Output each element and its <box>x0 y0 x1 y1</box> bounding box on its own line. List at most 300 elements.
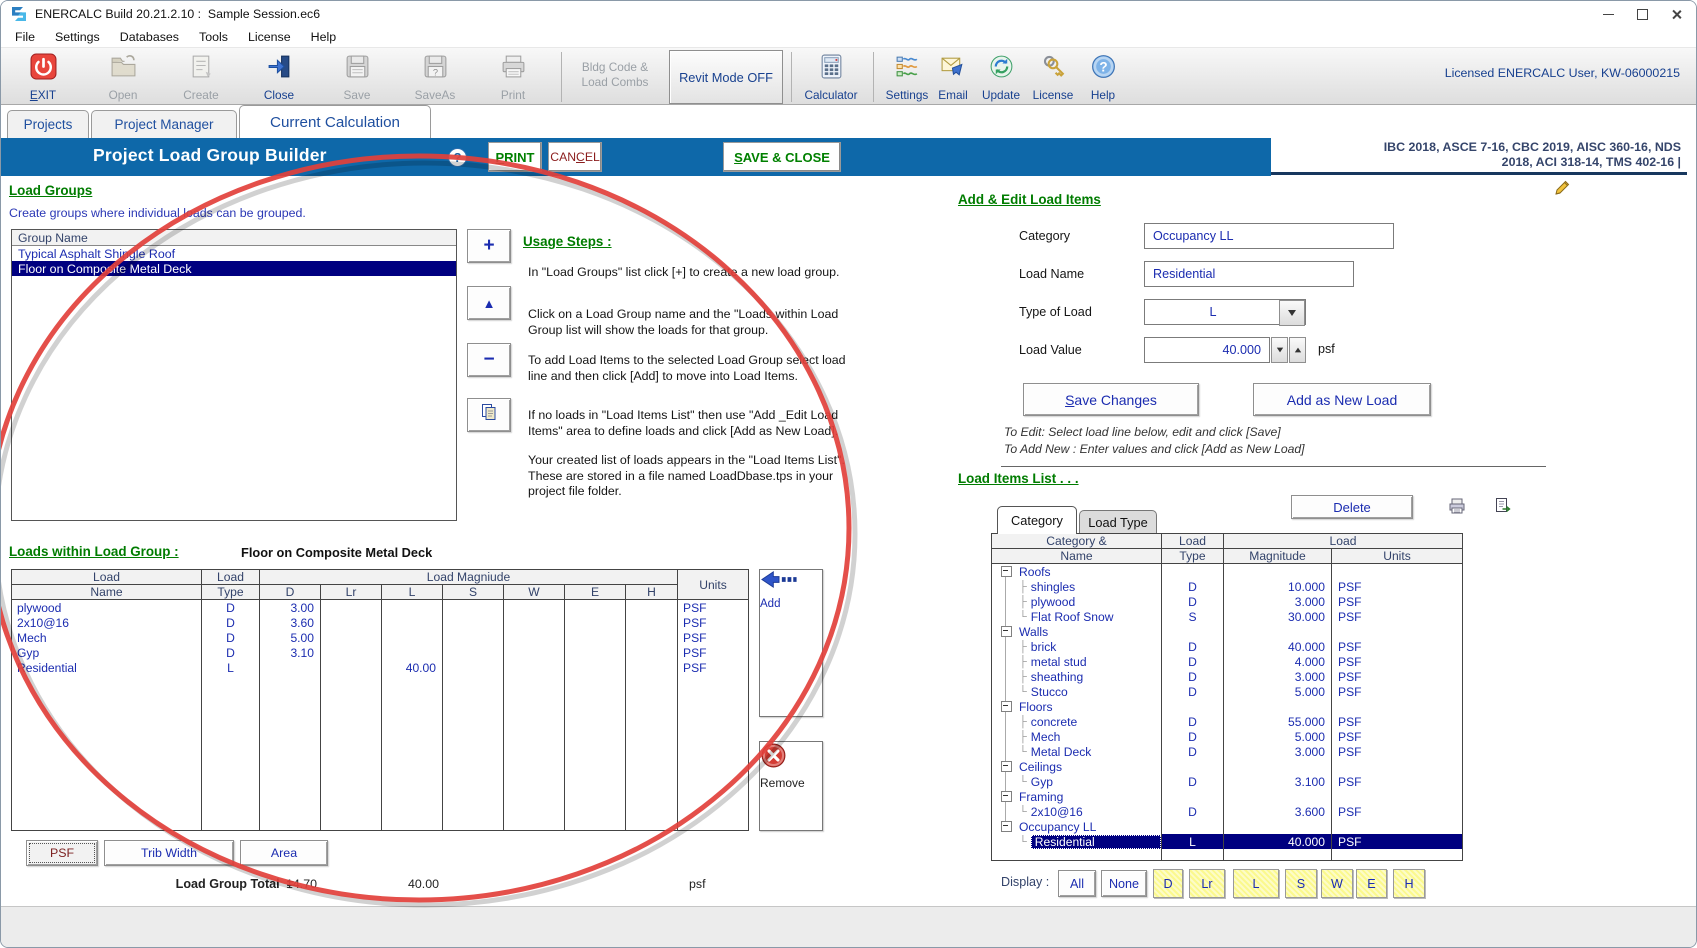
tree-item-units[interactable]: PSF <box>1338 804 1362 819</box>
remove-load-button[interactable] <box>759 741 823 831</box>
load-row-value-h[interactable] <box>626 615 678 630</box>
tree-filler <box>1332 624 1462 639</box>
print-button[interactable]: P RINT <box>488 142 542 172</box>
load-row-type[interactable]: D <box>202 645 260 660</box>
column-header-w: W <box>504 585 565 600</box>
collapse-icon[interactable] <box>1001 761 1012 772</box>
save-close-button[interactable]: S AVE & CLOSE <box>723 142 841 172</box>
unit-button-trib-width[interactable]: Trib Width <box>104 840 234 866</box>
print-list-icon[interactable] <box>1448 497 1466 515</box>
load-row-value-s[interactable] <box>443 615 504 630</box>
load-row-value-d[interactable]: 3.10 <box>260 645 321 660</box>
load-row-value-lr[interactable] <box>321 600 382 615</box>
unit-button-area[interactable]: Area <box>240 840 328 866</box>
tree-item-name[interactable] <box>992 669 1162 684</box>
type-of-load-select[interactable] <box>1144 299 1306 325</box>
tree-category-row[interactable] <box>992 819 1162 834</box>
tree-filler <box>1224 564 1332 579</box>
tree-filler <box>1224 759 1332 774</box>
printer-icon <box>500 53 527 80</box>
help-toolbar-button[interactable] <box>1070 51 1136 103</box>
tree-item-units[interactable]: PSF <box>1338 654 1362 669</box>
copy-group-button[interactable] <box>467 398 511 432</box>
tree-item-name[interactable] <box>992 654 1162 669</box>
load-row-name[interactable]: Mech <box>12 630 202 645</box>
tree-item-units[interactable]: PSF <box>1332 834 1462 849</box>
enercalc-logo-icon <box>10 5 28 23</box>
load-row-value-d[interactable]: 3.60 <box>260 615 321 630</box>
load-row-value-h[interactable] <box>626 660 678 675</box>
tree-connector-icon: ├ <box>1019 670 1027 683</box>
menu-item-help[interactable]: Help <box>310 30 337 44</box>
column-header-l: L <box>382 585 443 600</box>
maximize-icon[interactable] <box>1627 5 1657 23</box>
remove-group-button[interactable]: − <box>467 343 511 377</box>
load-row-value-l[interactable] <box>382 600 443 615</box>
tree-category-label: Ceilings <box>1019 759 1063 774</box>
save-floppy-icon <box>344 53 371 80</box>
tree-item-units[interactable]: PSF <box>1338 684 1362 699</box>
create-toolbar-button <box>168 51 234 103</box>
toolbar <box>1 47 1696 105</box>
save-changes-button[interactable]: S ave Changes <box>1023 383 1199 416</box>
tree-filler <box>1332 564 1462 579</box>
load-row-value-e[interactable] <box>565 600 626 615</box>
load-row-value-d[interactable] <box>260 660 321 675</box>
tab-project-manager[interactable]: Project Manager <box>91 110 237 138</box>
tree-connector-icon: ├ <box>1019 730 1027 743</box>
calculator-icon <box>818 53 845 80</box>
display-button-w[interactable]: W <box>1321 869 1353 898</box>
add-group-button[interactable]: + <box>467 229 511 263</box>
tree-item-magnitude[interactable]: 10.000 <box>1224 579 1332 594</box>
load-row-value-l[interactable]: 40.00 <box>382 660 443 675</box>
type-of-load-value: L <box>1209 305 1217 319</box>
tree-connector-icon: └ <box>1019 775 1027 788</box>
load-group-row[interactable]: Floor on Composite Metal Deck <box>12 261 456 276</box>
load-row-value-lr[interactable] <box>321 645 382 660</box>
usage-paragraph: If no loads in "Load Items List" then use "Add _Edit Load Items" area to define loads and click [Add as New Load]. <box>528 408 839 438</box>
tree-connector-icon: └ <box>1019 745 1027 758</box>
tree-item-label: plywood <box>1030 594 1076 609</box>
tree-item-type[interactable]: D <box>1162 729 1224 744</box>
display-button-l[interactable]: L <box>1233 869 1279 898</box>
add-hint-text: To Add New : Enter values and click [Add as New Load] <box>1004 442 1305 456</box>
tree-column-header: Load <box>1162 534 1224 549</box>
unit-button-psf[interactable]: PSF <box>26 840 98 866</box>
display-label: Display : <box>1001 875 1050 889</box>
tree-category-label: Walls <box>1019 624 1049 639</box>
tree-item-type[interactable]: D <box>1162 654 1224 669</box>
menu-item-tools[interactable]: Tools <box>199 30 228 44</box>
tree-item-units[interactable]: PSF <box>1338 594 1362 609</box>
tree-item-type[interactable]: D <box>1162 669 1224 684</box>
load-value-label: Load Value <box>1019 343 1082 357</box>
load-items-tree-table <box>991 533 1463 861</box>
load-row-value-w[interactable] <box>504 630 565 645</box>
load-row-value-e[interactable] <box>565 630 626 645</box>
tree-filler <box>1332 849 1462 860</box>
display-button-h[interactable]: H <box>1393 869 1425 898</box>
tree-item-label: Flat Roof Snow <box>1030 609 1114 624</box>
tree-item-label: concrete <box>1030 714 1078 729</box>
display-button-s[interactable]: S <box>1285 869 1317 898</box>
tree-connector-icon: ├ <box>1019 715 1027 728</box>
tree-filler <box>1162 819 1224 834</box>
copy-icon <box>480 403 498 427</box>
tree-item-type[interactable]: S <box>1162 609 1224 624</box>
save-toolbar-button <box>324 51 390 103</box>
close-toolbar-button[interactable] <box>246 51 312 103</box>
tree-category-row[interactable] <box>992 789 1162 804</box>
dialog-header <box>1 138 1271 176</box>
tree-connector-icon: └ <box>1019 610 1027 623</box>
menu-item-file[interactable]: File <box>15 30 35 44</box>
footer-strip <box>1 906 1696 948</box>
toolbar-button-label: Help <box>1090 88 1116 102</box>
tree-connector-icon: └ <box>1019 685 1027 698</box>
tree-item-magnitude[interactable]: 5.000 <box>1224 684 1332 699</box>
tree-item-label: shingles <box>1030 579 1076 594</box>
export-list-icon[interactable] <box>1493 497 1511 515</box>
load-row-name[interactable]: plywood <box>12 600 202 615</box>
tree-column-header-load: Load <box>1224 534 1462 549</box>
tree-item-type[interactable]: D <box>1162 714 1224 729</box>
tree-item-units[interactable]: PSF <box>1338 669 1362 684</box>
tree-item-units[interactable]: PSF <box>1338 609 1362 624</box>
collapse-icon[interactable] <box>1001 791 1012 802</box>
table-filler <box>202 675 260 830</box>
tree-item-magnitude[interactable]: 3.000 <box>1224 669 1332 684</box>
remove-button-label: Remove <box>760 776 805 790</box>
edit-hint-text: To Edit: Select load line below, edit and click [Save] <box>1004 425 1281 439</box>
tree-connector-icon: ├ <box>1019 640 1027 653</box>
tree-item-name[interactable] <box>992 804 1162 819</box>
load-row-units[interactable]: PSF <box>683 645 707 660</box>
tree-item-type[interactable]: D <box>1162 684 1224 699</box>
divider <box>1001 466 1546 467</box>
column-header-units: Units <box>678 570 748 600</box>
tab-category[interactable]: Category <box>997 506 1077 534</box>
total-units: psf <box>689 877 706 891</box>
tree-item-type[interactable]: L <box>1162 834 1224 849</box>
tree-item-magnitude[interactable]: 55.000 <box>1224 714 1332 729</box>
load-row-value-l[interactable] <box>382 615 443 630</box>
column-header-s: S <box>443 585 504 600</box>
table-filler <box>321 675 382 830</box>
tab-load-type[interactable]: Load Type <box>1079 510 1157 534</box>
revit-mode-button[interactable]: Revit Mode OFF <box>669 50 783 104</box>
display-button-none[interactable]: None <box>1101 870 1147 897</box>
close-icon[interactable] <box>1661 5 1691 23</box>
add-as-new-load-button[interactable]: Add as New Load <box>1253 383 1431 416</box>
load-row-value-h[interactable] <box>626 630 678 645</box>
column-header: Load <box>202 570 260 585</box>
tree-item-name[interactable] <box>992 714 1162 729</box>
tree-filler <box>1162 789 1224 804</box>
tree-item-magnitude[interactable]: 40.000 <box>1224 639 1332 654</box>
tree-filler <box>1332 699 1462 714</box>
tree-column-header: Category & <box>992 534 1162 549</box>
load-row-value-s[interactable] <box>443 645 504 660</box>
collapse-icon[interactable] <box>1001 701 1012 712</box>
tree-filler <box>992 849 1162 860</box>
toolbar-button-label: Print <box>500 88 526 102</box>
tree-item-name[interactable] <box>992 609 1162 624</box>
collapse-icon[interactable] <box>1001 821 1012 832</box>
load-row-value-s[interactable] <box>443 660 504 675</box>
chevron-down-icon[interactable] <box>1279 300 1305 326</box>
load-row-value-w[interactable] <box>504 660 565 675</box>
collapse-icon[interactable] <box>1001 566 1012 577</box>
load-name-input[interactable] <box>1144 261 1354 287</box>
load-row-type[interactable]: L <box>202 660 260 675</box>
svg-text:?: ? <box>1098 59 1108 75</box>
load-row-value-lr[interactable] <box>321 660 382 675</box>
table-filler <box>565 675 626 830</box>
menu-bar <box>1 27 1696 47</box>
tree-filler <box>1224 849 1332 860</box>
load-row-value-w[interactable] <box>504 600 565 615</box>
load-row-units[interactable]: PSF <box>683 615 707 630</box>
tree-column-header: Name <box>992 549 1162 564</box>
calculator-toolbar-button[interactable] <box>798 51 864 103</box>
create-document-icon <box>188 53 215 80</box>
toolbar-separator <box>791 52 792 102</box>
tree-item-magnitude[interactable]: 3.100 <box>1224 774 1332 789</box>
tree-item-name[interactable] <box>992 594 1162 609</box>
menu-item-settings[interactable]: Settings <box>54 30 100 44</box>
load-value-input[interactable] <box>1144 337 1270 363</box>
tree-item-type[interactable]: D <box>1162 579 1224 594</box>
tree-category-row[interactable] <box>992 624 1162 639</box>
toolbar-button-label: Save <box>343 88 371 102</box>
tree-item-label: 2x10@16 <box>1030 804 1083 819</box>
close-door-icon <box>266 53 293 80</box>
tree-item-name[interactable] <box>992 729 1162 744</box>
tree-connector-icon: ├ <box>1019 595 1027 608</box>
load-row-value-e[interactable] <box>565 660 626 675</box>
load-row-value-d[interactable]: 3.00 <box>260 600 321 615</box>
tree-item-magnitude[interactable]: 3.600 <box>1224 804 1332 819</box>
load-row-value-e[interactable] <box>565 615 626 630</box>
load-items-list-heading: Load Items List . . . <box>958 471 1079 486</box>
print-toolbar-button <box>480 51 546 103</box>
tab-projects[interactable]: Projects <box>7 110 89 138</box>
loads-within-table <box>11 569 749 831</box>
move-group-up-button[interactable]: ▲ <box>467 286 511 320</box>
tree-item-label: Metal Deck <box>1030 744 1092 759</box>
tree-category-label: Occupancy LL <box>1019 819 1097 834</box>
saveas-floppy-icon <box>422 53 449 80</box>
load-row-name[interactable]: Gyp <box>12 645 202 660</box>
column-header: Name <box>12 585 202 600</box>
minimize-icon[interactable] <box>1593 5 1623 23</box>
display-button-e[interactable]: E <box>1356 869 1387 898</box>
tree-filler <box>1162 759 1224 774</box>
load-row-name[interactable]: Residential <box>12 660 202 675</box>
main-tab-strip <box>1 105 1696 138</box>
toolbar-separator <box>561 52 562 102</box>
email-envelope-icon <box>940 53 967 80</box>
tree-filler <box>1224 789 1332 804</box>
tree-item-name[interactable] <box>992 639 1162 654</box>
table-filler <box>260 675 321 830</box>
tab-current-calculation[interactable]: Current Calculation <box>239 105 431 138</box>
table-filler <box>382 675 443 830</box>
tree-filler <box>1162 849 1224 860</box>
tree-category-row[interactable] <box>992 699 1162 714</box>
load-row-value-lr[interactable] <box>321 630 382 645</box>
tree-filler <box>1162 699 1224 714</box>
settings-sliders-icon <box>894 53 921 80</box>
menu-item-license[interactable]: License <box>247 30 291 44</box>
tree-item-type[interactable]: D <box>1162 594 1224 609</box>
tree-item-magnitude[interactable]: 40.000 <box>1224 834 1332 849</box>
tree-connector-icon: └ <box>1019 835 1027 848</box>
tree-filler <box>1162 624 1224 639</box>
load-row-value-d[interactable]: 5.00 <box>260 630 321 645</box>
tree-item-type[interactable]: D <box>1162 639 1224 654</box>
load-row-type[interactable]: D <box>202 600 260 615</box>
table-filler <box>443 675 504 830</box>
tree-item-magnitude[interactable]: 5.000 <box>1224 729 1332 744</box>
load-row-value-h[interactable] <box>626 600 678 615</box>
tree-item-units[interactable]: PSF <box>1338 639 1362 654</box>
current-group-name: Floor on Composite Metal Deck <box>241 545 433 560</box>
load-row-value-lr[interactable] <box>321 615 382 630</box>
load-row-type[interactable]: D <box>202 615 260 630</box>
tree-item-units[interactable]: PSF <box>1338 774 1362 789</box>
load-groups-list <box>11 229 457 521</box>
toolbar-button-label: Close <box>263 88 295 102</box>
tree-category-label: Roofs <box>1019 564 1051 579</box>
tree-item-units[interactable]: PSF <box>1338 744 1362 759</box>
tree-item-label: Residential <box>1031 835 1161 849</box>
tree-item-type[interactable]: D <box>1162 804 1224 819</box>
tree-item-magnitude[interactable]: 3.000 <box>1224 594 1332 609</box>
add-load-button[interactable] <box>759 569 823 717</box>
load-row-value-w[interactable] <box>504 615 565 630</box>
tree-item-units[interactable]: PSF <box>1338 729 1362 744</box>
tree-category-label: Framing <box>1019 789 1064 804</box>
open-toolbar-button <box>90 51 156 103</box>
display-button-lr[interactable]: Lr <box>1189 869 1225 898</box>
help-icon[interactable]: ? <box>448 148 467 167</box>
load-row-value-e[interactable] <box>565 645 626 660</box>
load-row-type[interactable]: D <box>202 630 260 645</box>
tree-filler <box>1224 624 1332 639</box>
tree-connector-icon: ├ <box>1019 655 1027 668</box>
total-dead-value: 14.70 <box>285 877 317 891</box>
load-row-value-l[interactable] <box>382 645 443 660</box>
load-groups-heading: Load Groups <box>9 183 93 198</box>
load-row-value-s[interactable] <box>443 600 504 615</box>
load-row-value-s[interactable] <box>443 630 504 645</box>
tree-filler <box>1332 819 1462 834</box>
license-status-text: Licensed ENERCALC User, KW-06000215 <box>1444 66 1680 80</box>
load-row-value-l[interactable] <box>382 630 443 645</box>
tree-filler <box>1332 789 1462 804</box>
usage-paragraph: Your created list of loads appears in the "Load Items List". These are stored in a file named LoadDbase.tps in your project file folder. <box>528 453 845 498</box>
usage-paragraph: To add Load Items to the selected Load Group select load line and then click [Add] to move into Load Items. <box>528 353 846 383</box>
spin-up-button[interactable] <box>1289 337 1306 363</box>
toolbar-button-label: Open <box>108 88 138 102</box>
category-input[interactable] <box>1144 223 1394 249</box>
tree-item-name[interactable] <box>992 774 1162 789</box>
tree-connector-icon: ├ <box>1019 580 1027 593</box>
tree-category-row[interactable] <box>992 564 1162 579</box>
load-row-name[interactable]: 2x10@16 <box>12 615 202 630</box>
load-value-unit: psf <box>1318 342 1335 356</box>
tree-category-label: Floors <box>1019 699 1053 714</box>
column-header-lr: Lr <box>321 585 382 600</box>
toolbar-button-label: Email <box>938 88 968 102</box>
column-header-d: D <box>260 585 321 600</box>
tree-item-type[interactable]: D <box>1162 774 1224 789</box>
tree-item-units[interactable]: PSF <box>1338 579 1362 594</box>
exit-power-icon <box>30 53 57 80</box>
cancel-button[interactable]: CAN C EL <box>548 142 602 172</box>
load-row-value-w[interactable] <box>504 645 565 660</box>
tree-item-units[interactable]: PSF <box>1338 714 1362 729</box>
tree-item-label: metal stud <box>1030 654 1087 669</box>
tree-item-name[interactable] <box>992 744 1162 759</box>
remove-x-icon <box>760 756 787 773</box>
toolbar-button-label: Calculator <box>804 88 858 102</box>
tree-item-name[interactable] <box>992 579 1162 594</box>
column-header-e: E <box>565 585 626 600</box>
usage-steps-heading: Usage Steps : <box>523 234 612 249</box>
tree-filler <box>1224 699 1332 714</box>
usage-paragraph: In "Load Groups" list click [+] to create a new load group. <box>528 265 840 279</box>
tree-filler <box>1224 819 1332 834</box>
menu-item-databases[interactable]: Databases <box>119 30 179 44</box>
tree-item-magnitude[interactable]: 30.000 <box>1224 609 1332 624</box>
tree-column-header: Magnitude <box>1224 549 1332 564</box>
load-name-label: Load Name <box>1019 267 1085 281</box>
divider <box>1271 172 1687 175</box>
load-row-units[interactable]: PSF <box>683 600 707 615</box>
toolbar-button-label: Create <box>183 88 219 102</box>
tree-item-magnitude[interactable]: 4.000 <box>1224 654 1332 669</box>
tree-item-type[interactable]: D <box>1162 744 1224 759</box>
load-group-row[interactable]: Typical Asphalt Shingle Roof <box>18 246 176 261</box>
load-row-units[interactable]: PSF <box>683 660 707 675</box>
edit-pencil-icon[interactable] <box>1553 179 1571 197</box>
load-row-units[interactable]: PSF <box>683 630 707 645</box>
delete-button[interactable]: Delete <box>1291 495 1413 519</box>
tree-item-name[interactable] <box>992 834 1162 849</box>
building-codes-text: IBC 2018, ASCE 7-16, CBC 2019, AISC 360-16, NDS 2018, ACI 318-14, TMS 402-16 | <box>1383 140 1681 169</box>
add-edit-heading: Add & Edit Load Items <box>958 192 1101 207</box>
load-row-value-h[interactable] <box>626 645 678 660</box>
collapse-icon[interactable] <box>1001 626 1012 637</box>
tree-item-label: sheathing <box>1030 669 1084 684</box>
exit-toolbar-button[interactable] <box>10 51 76 103</box>
tree-item-magnitude[interactable]: 3.000 <box>1224 744 1332 759</box>
column-header: Load <box>12 570 202 585</box>
saveas-toolbar-button <box>402 51 468 103</box>
toolbar-button-label: EXIT <box>29 88 57 102</box>
window-title: ENERCALC Build 20.21.2.10 : Sample Session.ec6 <box>35 7 321 21</box>
tree-item-name[interactable] <box>992 684 1162 699</box>
display-button-all[interactable]: All <box>1058 870 1096 897</box>
display-button-d[interactable]: D <box>1153 869 1183 898</box>
spin-down-button[interactable] <box>1271 337 1288 363</box>
tree-category-row[interactable] <box>992 759 1162 774</box>
toolbar-button-label: SaveAs <box>414 88 456 102</box>
